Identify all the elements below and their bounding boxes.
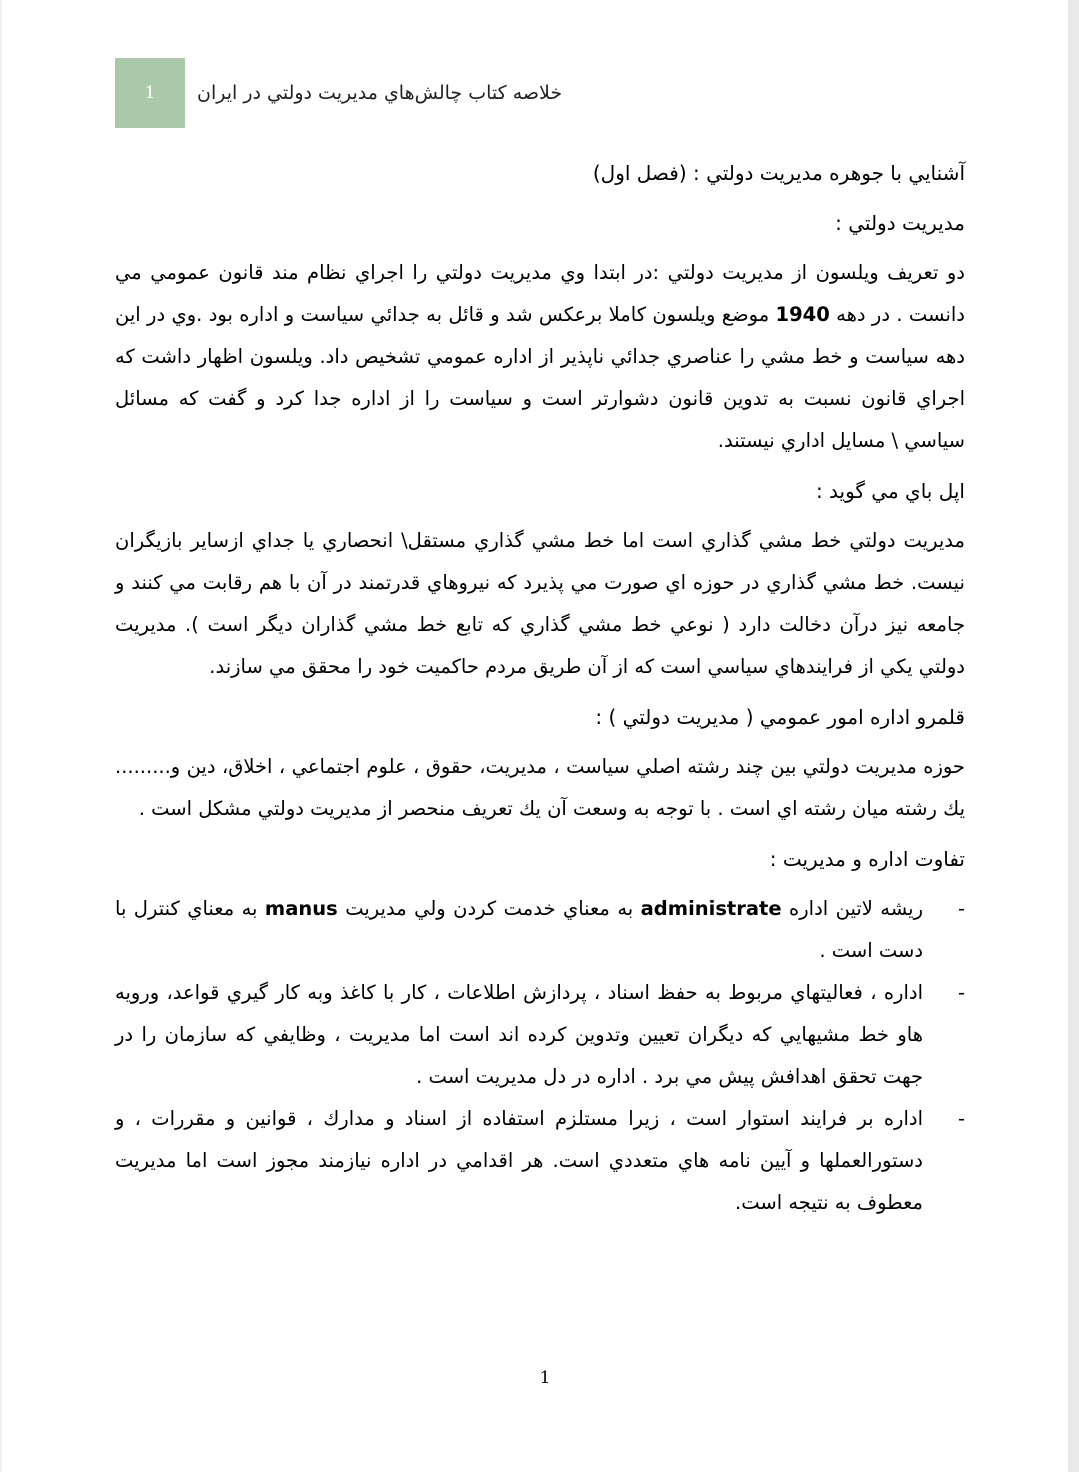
paragraph-appleby: مديريت دولتي خط مشي گذاري است اما خط مشي گذاري مستقل\ انحصاري يا جداي ازساير بازيگران نيست. خط مشي گذاري در حوزه اي صورت مي پذيرد كه نيروهاي قدرتمند در آن با هم رقابت مي كنند و جامعه نيز درآن دخالت دارد ( نوعي خط مشي گذاري كه تابع خط مشي گذاران ديگر است ). مديريت دولتي يكي از فرايندهاي سياسي است كه از آن طريق مردم حاكميت خود را محقق مي سازند. <box>115 529 965 678</box>
document-body <box>115 152 965 1224</box>
page-right-edge <box>1068 0 1079 1472</box>
header-page-number: 1 <box>144 83 156 103</box>
bullet-mark: - <box>957 897 965 920</box>
chapter-title: آشنايي با جوهره مديريت دولتي : (فصل اول) <box>592 161 965 185</box>
bullet-text-process: اداره بر فرايند استوار است ، زيرا مستلزم استفاده از اسناد و مدارك ، قوانين و مقررات ، و دستورالعملها و آيين نامه هاي متعددي است. هر اقدامي در اداره نيازمند مجوز است اما مديريت معطوف به نتيجه است. <box>115 1107 923 1214</box>
page-left-edge <box>0 0 2 1472</box>
term-administrate: administrate <box>640 897 782 920</box>
bullet-1-part-a: ريشه لاتين اداره <box>781 897 924 920</box>
footer-page-number: 1 <box>539 1368 551 1388</box>
bullet-mark: - <box>957 1107 965 1130</box>
paragraph-wilson-part-a: دو تعريف ويلسون از مديريت دولتي :در ابتدا وي مديريت دولتي را اجراي نظام مند قانون عمومي مي دانست . در دهه <box>115 261 965 326</box>
paragraph-wilson <box>115 252 965 462</box>
year-1940: 1940 <box>775 303 830 326</box>
page-header <box>115 58 562 128</box>
section-heading-difference: تفاوت اداره و مديريت : <box>769 847 965 871</box>
header-page-number-box <box>115 58 185 128</box>
bullet-text-administration-activities: اداره ، فعاليتهاي مربوط به حفظ اسناد ، پردازش اطلاعات ، كار با كاغذ وبه كار گيري قواعد، ورويه هاو خط مشيهايي كه ديگران تعيين وتدوين كرده اند است اما مديريت ، وظايفي كه سازمان را در جهت تحقق اهدافش پيش مي برد . اداره در دل مديريت است . <box>115 981 923 1088</box>
bullet-mark: - <box>957 981 965 1004</box>
section-heading-public-administration: مديريت دولتي : <box>835 211 965 235</box>
bullet-1-part-c: به معناي كنترل با دست است . <box>115 897 923 962</box>
paragraph-scope: حوزه مديريت دولتي بين چند رشته اصلي سياست ، مديريت، حقوق ، علوم اجتماعي ، اخلاق، دين و......... يك رشته ميان رشته اي است . با توجه به وسعت آن يك تعريف منحصر از مديريت دولتي مشكل است . <box>115 755 965 820</box>
section-heading-scope: قلمرو اداره امور عمومي ( مديريت دولتي ) : <box>595 705 965 729</box>
bullet-item-latin-root <box>115 888 965 972</box>
header-title: خلاصه كتاب چالش‌هاي مديريت دولتي در ايران <box>197 82 563 104</box>
term-manus: manus <box>264 897 338 920</box>
paragraph-wilson-part-b: موضع ويلسون كاملا برعكس شد و قائل به جدائي سياست و اداره بود .وي در اين دهه سياست و خط مشي را عناصري جدائي ناپذير از اداره عمومي تشخيص داد. ويلسون اظهار داشت كه اجراي قانون نسبت به تدوين قانون دشوارتر است و سياست را از اداره جدا كرد و گفت كه مسائل سياسي \ مسايل اداري نيستند. <box>115 303 965 452</box>
bullet-item-process <box>115 1098 965 1224</box>
section-heading-appleby: اپل باي مي گويد : <box>815 479 965 503</box>
bullet-text-latin-root <box>115 888 923 972</box>
bullet-1-part-b: به معناي خدمت كردن ولي مديريت <box>337 897 641 920</box>
bullet-item-administration-activities <box>115 972 965 1098</box>
